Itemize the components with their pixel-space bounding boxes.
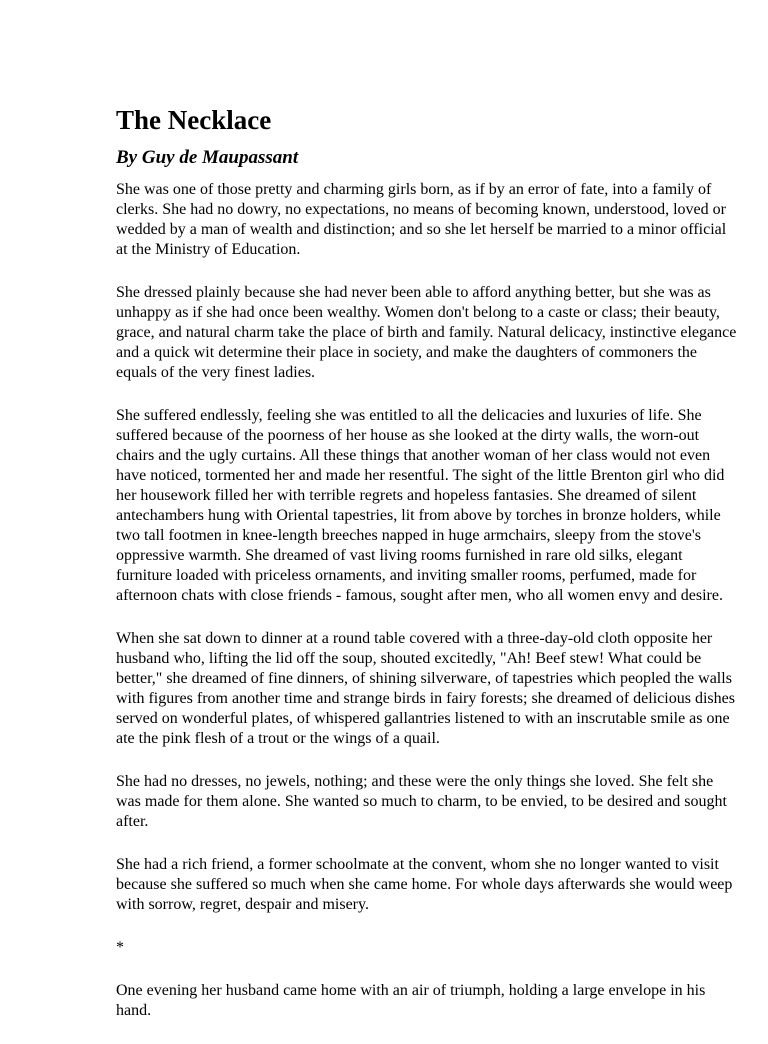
paragraph-line: oppressive warmth. She dreamed of vast living rooms furnished in rare old silks, elegant [116,547,683,564]
paragraph-line: served on wonderful plates, of whispered gallantries listened to with an inscrutable smile as one [116,710,730,727]
paragraph-line: and a quick wit determine their place in society, and make the daughters of commoners the [116,344,697,361]
section-separator [116,938,676,958]
paragraph-line: furniture loaded with priceless ornaments, and inviting smaller rooms, perfumed, made for [116,567,697,584]
paragraph [116,772,727,832]
paragraph-line: When she sat down to dinner at a round table covered with a three-day-old cloth opposite her [116,630,713,647]
paragraph [116,180,727,260]
paragraph [116,406,725,606]
paragraph-line: husband who, lifting the lid off the soup, shouted excitedly, "Ah! Beef stew! What could be [116,650,702,667]
paragraph [116,283,737,383]
paragraph-line: better," she dreamed of fine dinners, of shining silverware, of tapestries which peopled the walls [116,670,732,687]
paragraph-line: with sorrow, regret, despair and misery. [116,896,369,913]
document-page [116,104,737,1044]
paragraph [116,981,706,1021]
paragraph-line: wedded by a man of wealth and distinction; and so she let herself be married to a minor official [116,221,727,238]
paragraph-line: afternoon chats with close friends - famous, sought after men, who all women envy and desire. [116,587,723,604]
document-body [116,180,737,1021]
paragraph-line: clerks. She had no dowry, no expectations, no means of becoming known, understood, loved or [116,201,726,218]
paragraph-line: She had a rich friend, a former schoolmate at the convent, whom she no longer wanted to visit [116,856,719,873]
paragraph-line: antechambers hung with Oriental tapestries, lit from above by torches in bronze holders, while [116,507,721,524]
paragraph-line: equals of the very finest ladies. [116,364,316,381]
paragraph-line: after. [116,813,149,830]
paragraph-line: grace, and natural charm take the place of birth and family. Natural delicacy, instinctive elegance [116,324,737,341]
paragraph-line: She had no dresses, no jewels, nothing; and these were the only things she loved. She felt she [116,773,714,790]
paragraph [116,855,733,915]
paragraph-line: with figures from another time and strange birds in fairy forests; she dreamed of delicious dishes [116,690,735,707]
paragraph-line: suffered because of the poorness of her house as she looked at the dirty walls, the worn-out [116,427,700,444]
paragraph-line: ate the pink flesh of a trout or the wings of a quail. [116,730,440,747]
paragraph-line: One evening her husband came home with an air of triumph, holding a large envelope in his [116,982,706,999]
paragraph-line: * [116,939,124,956]
paragraph [116,629,735,749]
paragraph-line: two tall footmen in knee-length breeches napped in huge armchairs, sleepy from the stove's [116,527,701,544]
paragraph-line: hand. [116,1002,152,1019]
paragraph-line: chairs and the ugly curtains. All these things that another woman of her class would not even [116,447,711,464]
document-title: The Necklace [116,105,272,135]
paragraph-line: She dressed plainly because she had never been able to afford anything better, but she was as [116,284,711,301]
paragraph-line: She suffered endlessly, feeling she was entitled to all the delicacies and luxuries of life. She [116,407,702,424]
paragraph-line: have noticed, tormented her and made her resentful. The sight of the little Brenton girl who did [116,467,725,484]
paragraph-line: her housework filled her with terrible regrets and hopeless fantasies. She dreamed of silent [116,487,697,504]
paragraph-line: because she suffered so much when she came home. For whole days afterwards she would weep [116,876,733,893]
paragraph-line: She was one of those pretty and charming girls born, as if by an error of fate, into a family of [116,181,712,198]
document-author: By Guy de Maupassant [116,147,299,168]
paragraph-line: at the Ministry of Education. [116,241,301,258]
paragraph-line: was made for them alone. She wanted so much to charm, to be envied, to be desired and sought [116,793,727,810]
paragraph-line: unhappy as if she had once been wealthy. Women don't belong to a caste or class; their beauty, [116,304,720,321]
